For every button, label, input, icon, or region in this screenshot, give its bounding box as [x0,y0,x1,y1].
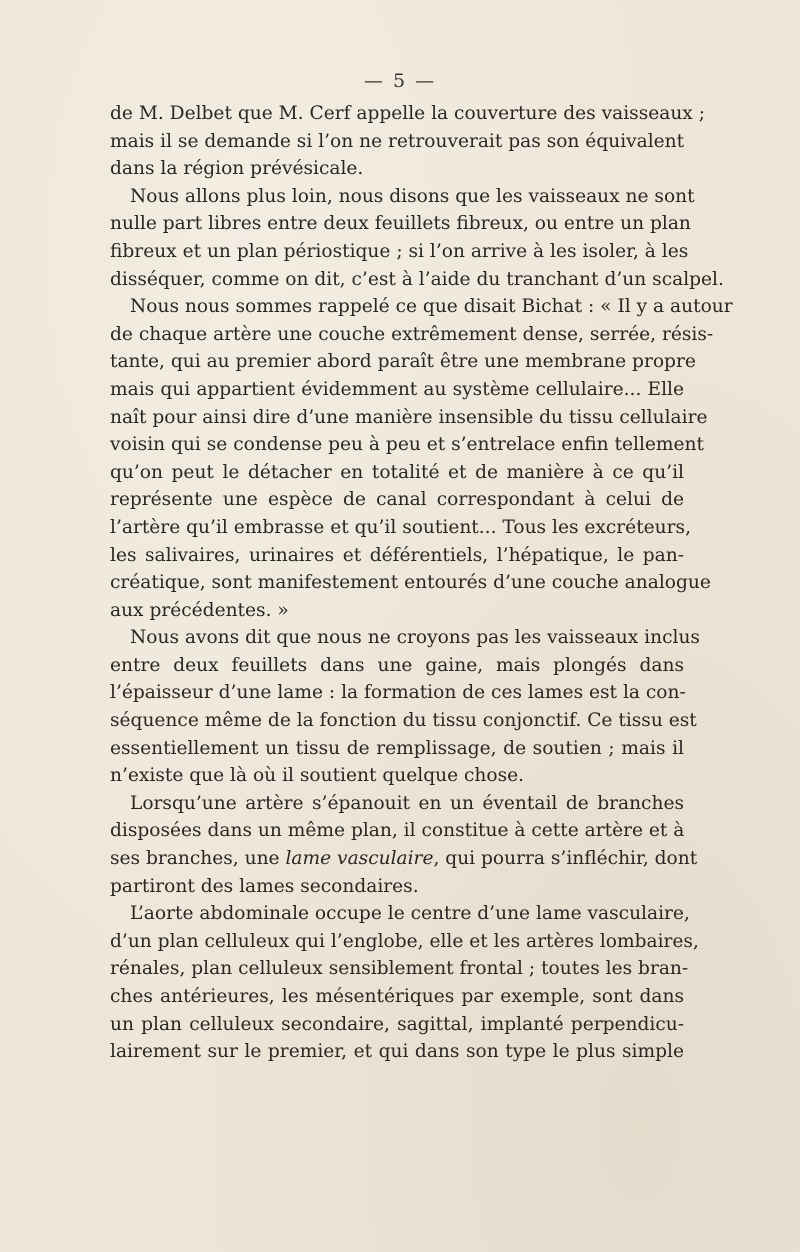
text-line: ses branches, une lame vasculaire, qui pourra s’infléchir, dont [110,848,698,870]
text-line: dans la région prévésicale. [110,158,364,180]
text-line: mais il se demande si l’on ne retrouverait pas son équivalent [110,130,685,152]
text-line: essentiellement un tissu de remplissage, de soutien ; mais il [110,737,684,759]
text-line: rénales, plan celluleux sensiblement frontal ; toutes les bran- [110,958,689,980]
text-line: séquence même de la fonction du tissu conjonctif. Ce tissu est [110,710,697,732]
text-line: n’existe que là où il soutient quelque chose. [110,765,525,787]
page-number: — 5 — [363,70,437,92]
body-text [110,100,733,1066]
text-line: naît pour ainsi dire d’une manière insensible du tissu cellulaire [110,406,708,428]
text-line: voisin qui se condense peu à peu et s’entrelace enfin tellement [110,434,704,456]
text-line: qu’on peut le détacher en totalité et de manière à ce qu’il [110,461,684,483]
text-line: mais qui appartient évidemment au système cellulaire... Elle [110,378,684,400]
text-line: de chaque artère une couche extrêmement dense, serrée, résis- [110,323,714,345]
text-line: ches antérieures, les mésentériques par exemple, sont dans [110,986,684,1007]
text-line: créatique, sont manifestement entourés d’une couche analogue [110,572,711,594]
text-line: Nous allons plus loin, nous disons que les vaisseaux ne sont [130,185,695,207]
italic-term: lame vasculaire [285,848,434,870]
text-line: Nous nous sommes rappelé ce que disait Bichat : « Il y a autour [130,296,733,318]
text-line: disséquer, comme on dit, c’est à l’aide du tranchant d’un scalpel. [110,268,724,290]
text-line: l’artère qu’il embrasse et qu’il soutient... Tous les excréteurs, [110,516,691,538]
text-line: entre deux feuillets dans une gaine, mais plongés dans [110,654,684,676]
text-line: d’un plan celluleux qui l’englobe, elle et les artères lombaires, [110,930,699,952]
text-line: l’épaisseur d’une lame : la formation de ces lames est la con- [110,682,686,704]
text-line: tante, qui au premier abord paraît être une membrane propre [110,351,696,373]
text-line: les salivaires, urinaires et déférentiels, l’hépatique, le pan- [110,544,684,566]
text-line: représente une espèce de canal correspondant à celui de [110,489,684,511]
text-line: de M. Delbet que M. Cerf appelle la couverture des vaisseaux ; [110,103,705,124]
text-line: partiront des lames secondaires. [110,875,419,897]
text-line: un plan celluleux secondaire, sagittal, implanté perpendicu- [110,1013,684,1035]
text-line: L’aorte abdominale occupe le centre d’une lame vasculaire, [130,903,690,925]
text-line: aux précédentes. » [110,599,289,621]
text-line: Lorsqu’une artère s’épanouit en un éventail de branches [130,792,684,814]
text-line: nulle part libres entre deux feuillets fibreux, ou entre un plan [110,213,691,235]
text-line: lairement sur le premier, et qui dans son type le plus simple [110,1041,684,1063]
text-line: fibreux et un plan périostique ; si l’on arrive à les isoler, à les [110,240,689,262]
text-line: Nous avons dit que nous ne croyons pas les vaisseaux inclus [130,627,700,649]
text-line: disposées dans un même plan, il constitue à cette artère et à [110,820,685,842]
